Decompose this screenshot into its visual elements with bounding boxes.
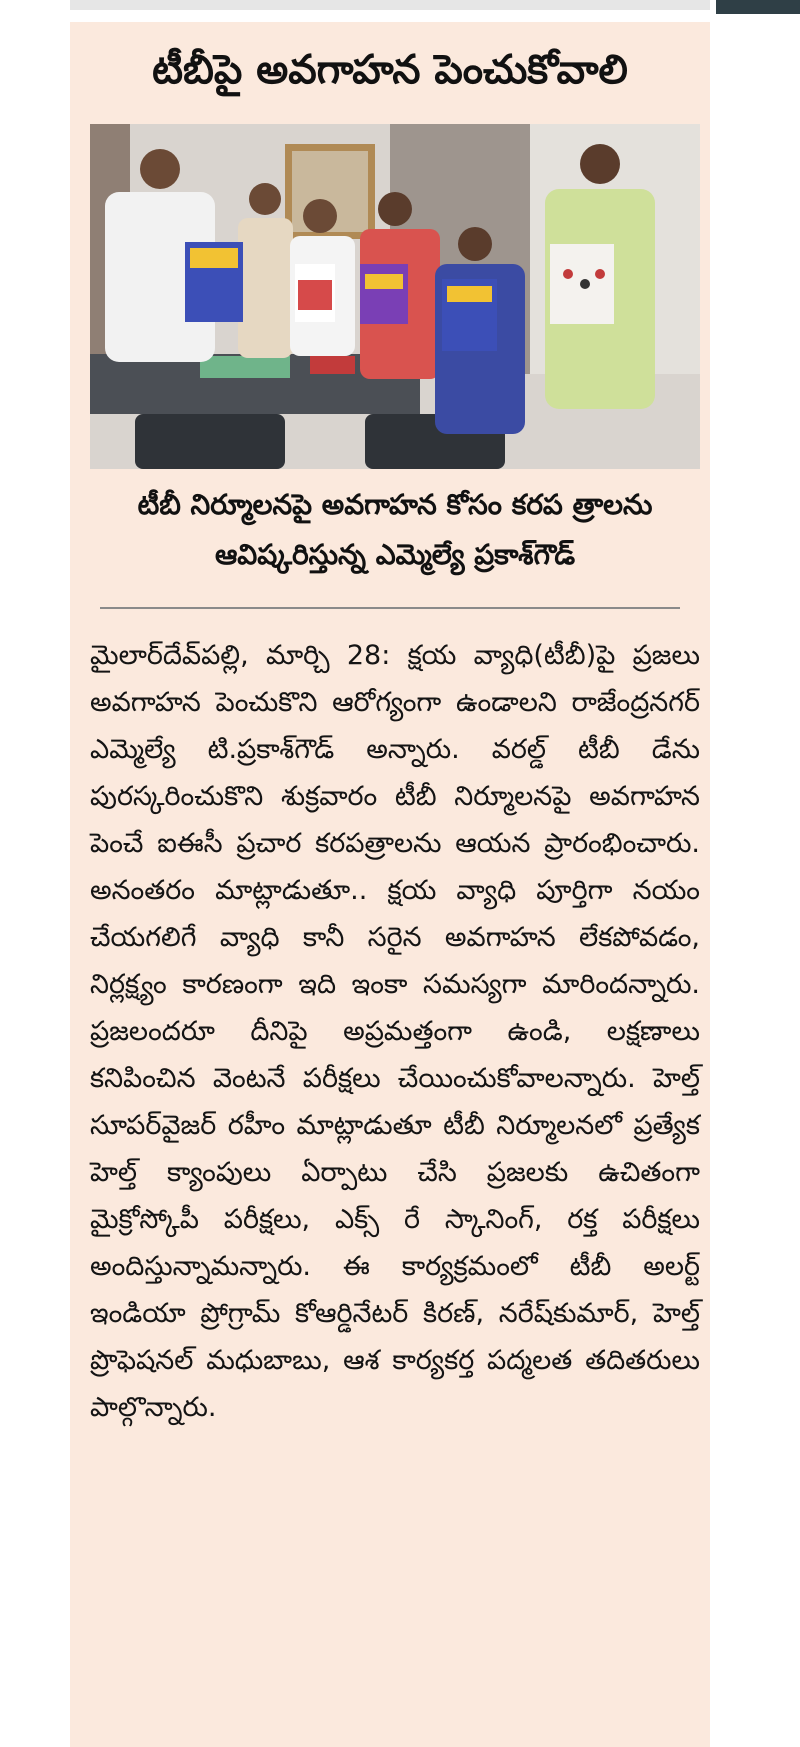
article-headline: టీబీపై అవగాహన పెంచుకోవాలి (152, 47, 628, 93)
top-right-tab (716, 0, 800, 14)
top-separator-strip (70, 0, 710, 10)
photo-caption: టీబీ నిర్మూలనపై అవగాహన కోసం కరప త్రాలను ఆవిష్కరిస్తున్న ఎమ్మెల్యే ప్రకాశ్‌గౌడ్ (137, 488, 653, 571)
article-body: మైలార్‌దేవ్‌పల్లి, మార్చి 28: క్షయ వ్యాధి(టీబీ)పై ప్రజలు అవగాహన పెంచుకొని ఆరోగ్యంగా ఉండాలని రాజేంద్రనగర్ ఎమ్మెల్యే టి.ప్రకాశ్‌గౌడ్ అన్నారు. వరల్డ్ టీబీ డేను పురస్కరించుకొని శుక్రవారం టీబీ నిర్మూలనపై అవగాహన పెంచే ఐఈసీ ప్రచార కరపత్రాలను ఆయన ప్రారంభించారు. అనంతరం మాట్లాడుతూ.. క్షయ వ్యాధి పూర్తిగా నయం చేయగలిగే వ్యాధి కానీ సరైన అవగాహన లేకపోవడం, నిర్లక్ష్యం కారణంగా ఇది ఇంకా సమస్యగా మారిందన్నారు. ప్రజలందరూ దీనిపై అప్రమత్తంగా ఉండి, లక్షణాలు కనిపించిన వెంటనే పరీక్షలు చేయించుకోవాలన్నారు. హెల్త్ సూపర్‌వైజర్ రహీం మాట్లాడుతూ టీబీ నిర్మూలనలో ప్రత్యేక హెల్త్ క్యాంపులు ఏర్పాటు చేసి ప్రజలకు ఉచితంగా మైక్రోస్కోపీ పరీక్షలు, ఎక్స్ రే స్కానింగ్, రక్త పరీక్షలు అందిస్తున్నామన్నారు. ఈ కార్యక్రమంలో టీబీ అలర్ట్ ఇండియా ప్రోగ్రామ్ కోఆర్డినేటర్ కిరణ్, నరేష్‌కుమార్, హెల్త్ ప్రొఫెషనల్ మధుబాబు, ఆశ కార్యకర్త పద్మలత తదితరులు పాల్గొన్నారు. (90, 640, 700, 1423)
photo-illustration (90, 124, 700, 469)
article-photo (90, 124, 700, 469)
caption-divider (100, 607, 680, 609)
newspaper-clipping (70, 22, 710, 1747)
